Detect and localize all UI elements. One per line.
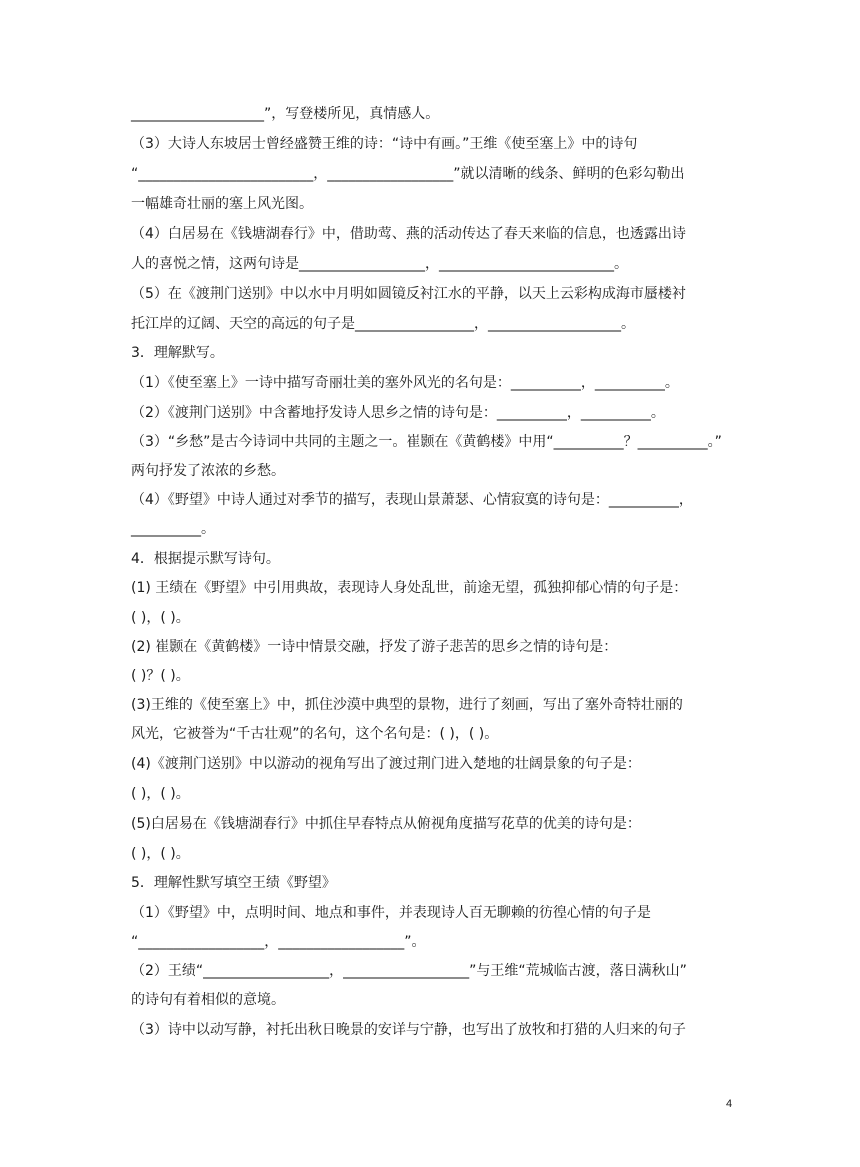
text-line: (3)王维的《使至塞上》中，抓住沙漠中典型的景物，进行了刻画，写出了塞外奇特壮丽的 (131, 697, 683, 713)
text-line: （5）在《渡荆门送别》中以水中月明如圆镜反衬江水的平静，以天上云彩构成海市蜃楼衬 (131, 286, 686, 302)
section-heading: 5．理解性默写填空王绩《野望》 (131, 875, 336, 891)
text-line: (2) 崔颢在《黄鹤楼》一诗中情景交融，抒发了游子悲苦的思乡之情的诗句是： (131, 639, 618, 655)
text-line: ( )，( )。 (131, 610, 190, 626)
text-line: （4）《野望》中诗人通过对季节的描写，表现山景萧瑟、心情寂寞的诗句是：__________， (131, 492, 693, 508)
text-line: ___________________”，写登楼所见，真情感人。 (131, 106, 440, 122)
text-line: (1) 王绩在《野望》中引用典故，表现诗人身处乱世，前途无望，孤独抑郁心情的句子是： (131, 580, 688, 596)
text-line: （2）《渡荆门送别》中含蓄地抒发诗人思乡之情的诗句是：__________，__________。 (131, 405, 665, 421)
section-heading: 4．根据提示默写诗句。 (131, 551, 280, 567)
text-line: （3）大诗人东坡居士曾经盛赞王维的诗：“诗中有画。”王维《使至塞上》中的诗句 (131, 136, 638, 152)
section-heading: 3．理解默写。 (131, 345, 224, 361)
text-line: 风光，它被誉为“千古壮观”的名句，这个名句是：( )，( )。 (131, 726, 499, 742)
text-line: 人的喜悦之情，这两句诗是__________________，_________________________。 (131, 256, 628, 272)
text-line: （4）白居易在《钱塘湖春行》中，借助莺、燕的活动传达了春天来临的信息，也透露出诗 (131, 226, 686, 242)
text-line: ( )？( )。 (131, 668, 190, 684)
text-line: “__________________，__________________”。 (131, 934, 426, 950)
text-line: ( )，( )。 (131, 786, 190, 802)
text-line: （1）《使至塞上》一诗中描写奇丽壮美的塞外风光的名句是：__________，__________。 (131, 375, 679, 391)
text-line: 的诗句有着相似的意境。 (131, 992, 285, 1008)
text-line: ( )，( )。 (131, 846, 190, 862)
text-line: __________。 (131, 521, 215, 537)
text-line: (4)《渡荆门送别》中以游动的视角写出了渡过荆门进入楚地的壮阔景象的句子是： (131, 756, 641, 772)
text-line: （3）诗中以动写静，衬托出秋日晚景的安详与宁静，也写出了放牧和打猎的人归来的句子 (131, 1022, 686, 1038)
text-line: 托江岸的辽阔、天空的高远的句子是_________________，___________________。 (131, 316, 635, 332)
text-line: 一幅雄奇壮丽的塞上风光图。 (131, 196, 313, 212)
page-number: 4 (725, 1098, 733, 1110)
text-line: 两句抒发了浓浓的乡愁。 (131, 463, 285, 479)
text-line: （2）王绩“__________________，__________________”与王维“荒城临古渡，落日满秋山” (131, 963, 687, 979)
text-line: （1）《野望》中，点明时间、地点和事件，并表现诗人百无聊赖的彷徨心情的句子是 (131, 905, 651, 921)
text-line: “_________________________，__________________”就以清晰的线条、鲜明的色彩勾勒出 (131, 166, 685, 182)
text-line: （3）“乡愁”是古今诗词中共同的主题之一。崔颢在《黄鹤楼》中用“__________？__________。” (131, 434, 722, 450)
text-line: (5)白居易在《钱塘湖春行》中抓住早春特点从俯视角度描写花草的优美的诗句是： (131, 816, 641, 832)
